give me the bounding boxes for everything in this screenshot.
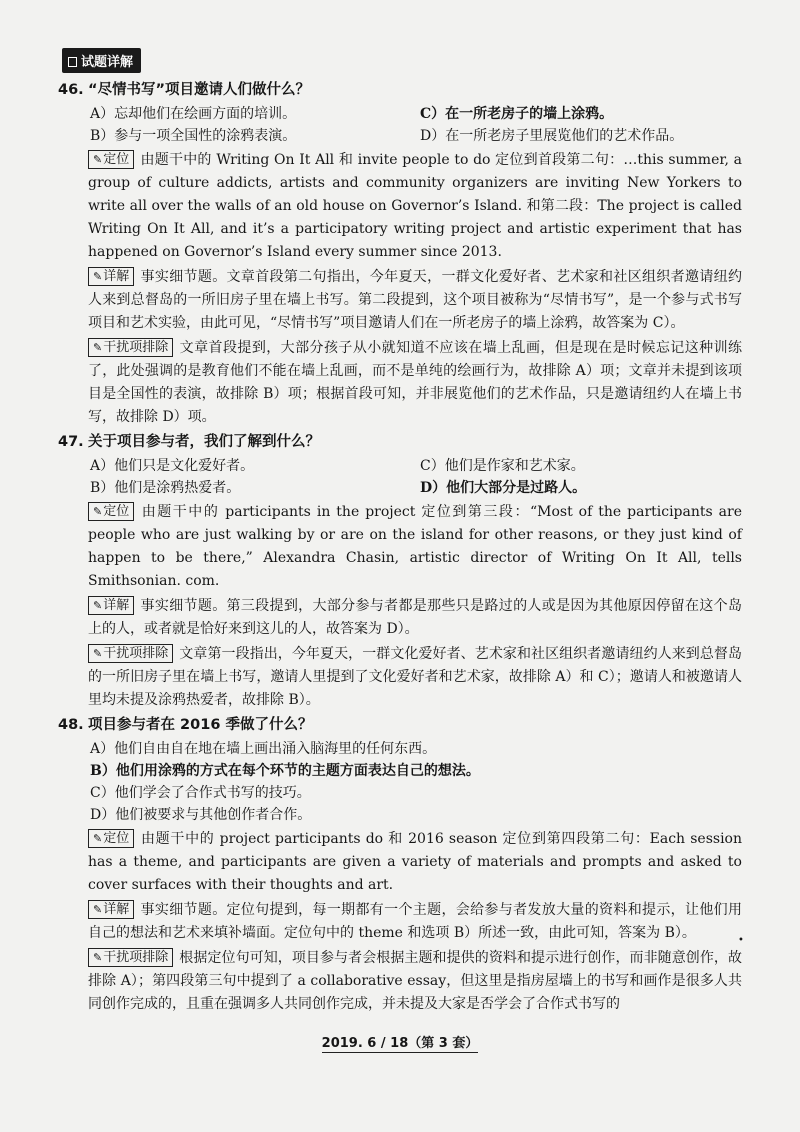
locate-paragraph xyxy=(88,149,742,264)
pencil-icon: ✎ xyxy=(93,153,103,166)
distractor-text: 根据定位句可知，项目参与者会根据主题和提供的资料和提示进行创作，而非随意创作，故排除 A）；第四段第三句中提到了 a collaborative essay，但这里是指房屋墙上的书写和画作是很多人共同创作完成的，且重在强调多人共同创作完成，并未提及大家是否学会了合作式书写的 xyxy=(88,950,742,1012)
option-c: C）他们是作家和艺术家。 xyxy=(420,458,585,474)
question-number: 48. xyxy=(58,717,84,733)
locate-text: 由题干中的 participants in the project 定位到第三段：“Most of the participants are people who are just walking by or are on the island for other reasons, or they just kind of happen to be there,” Alexandra Chasin, artistic director of Writing On It All, tells Smithsonian. com. xyxy=(88,504,742,589)
distractor-tag: ✎干扰项排除 xyxy=(88,644,173,663)
option-b: B）参与一项全国性的涂鸦表演。 xyxy=(90,128,297,144)
option-d: D）他们被要求与其他创作者合作。 xyxy=(90,807,312,823)
page-number: 2019. 6 / 18（第 3 套） xyxy=(321,1036,479,1051)
detail-paragraph xyxy=(88,595,742,641)
locate-text: 由题干中的 project participants do 和 2016 season 定位到第四段第二句：Each session has a theme, and participants are given a variety of materials and prompts and asked to cover surfaces with their thoughts and art. xyxy=(88,831,742,893)
detail-paragraph xyxy=(88,899,742,945)
pencil-icon: ✎ xyxy=(93,341,103,354)
distractor-text: 文章首段提到，大部分孩子从小就知道不应该在墙上乱画，但是现在是时候忘记这种训练了，此处强调的是教育他们不能在墙上乱画，而不是单纯的绘画行为，故排除 A）项；文章并未提到该项目是全国性的表演，故排除 B）项；根据首段可知，并非展览他们的艺术作品，只是邀请纽约人在墙上书写，故排除 D）项。 xyxy=(88,340,742,425)
question-48 xyxy=(58,714,742,1016)
pencil-icon: ✎ xyxy=(93,270,103,283)
detail-text: 事实细节题。第三段提到，大部分参与者都是那些只是路过的人或是因为其他原因停留在这个岛上的人，或者就是恰好来到这儿的人，故答案为 D）。 xyxy=(88,598,742,637)
option-a: A）他们只是文化爱好者。 xyxy=(90,458,255,474)
detail-tag: ✎详解 xyxy=(88,900,134,919)
locate-paragraph xyxy=(88,828,742,897)
question-title xyxy=(58,431,742,453)
distractor-tag: ✎干扰项排除 xyxy=(88,948,173,967)
badge-icon xyxy=(68,57,77,67)
option-a: A）他们自由自在地在墙上画出涌入脑海里的任何东西。 xyxy=(90,741,437,757)
question-text: “尽情书写”项目邀请人们做什么？ xyxy=(88,82,311,98)
detail-text: 事实细节题。文章首段第二句指出，今年夏天，一群文化爱好者、艺术家和社区组织者邀请纽约人来到总督岛的一所旧房子里在墙上书写。第二段提到，这个项目被称为“尽情书写”，是一个参与式书写项目和艺术实验，由此可见，“尽情书写”项目邀请人们在一所老房子的墙上涂鸦，故答案为 C）。 xyxy=(88,269,742,331)
question-47 xyxy=(58,431,742,712)
pencil-icon: ✎ xyxy=(93,505,103,518)
option-b: B）他们用涂鸦的方式在每个环节的主题方面表达自己的想法。 xyxy=(90,763,480,779)
pencil-icon: ✎ xyxy=(93,647,103,660)
detail-tag: ✎详解 xyxy=(88,596,134,615)
option-c: C）他们学会了合作式书写的技巧。 xyxy=(90,785,311,801)
question-title xyxy=(58,714,742,736)
ink-dot: • xyxy=(738,935,744,946)
detail-text: 事实细节题。定位句提到，每一期都有一个主题，会给参与者发放大量的资料和提示，让他们用自己的想法和艺术来填补墙面。定位句中的 theme 和选项 B）所述一致，由此可知，答案为 B）。 xyxy=(88,902,742,941)
distractor-paragraph xyxy=(88,947,742,1016)
pencil-icon: ✎ xyxy=(93,951,103,964)
locate-text: 由题干中的 Writing On It All 和 invite people to do 定位到首段第二句：…this summer, a group of culture addicts, artists and community organizers are inviting New Yorkers to write all over the walls of an old house on Governor’s Island. 和第二段：The project is called Writing On It All, and it’s a participatory writing project and artistic experiment that has happened on Governor’s Island every summer since 2013. xyxy=(88,152,742,260)
distractor-paragraph xyxy=(88,643,742,712)
option-a: A）忘却他们在绘画方面的培训。 xyxy=(90,106,297,122)
distractor-paragraph xyxy=(88,337,742,429)
option-d: D）他们大部分是过路人。 xyxy=(420,480,587,496)
detail-paragraph xyxy=(88,266,742,335)
option-b: B）他们是涂鸦热爱者。 xyxy=(90,480,241,496)
question-text: 项目参与者在 2016 季做了什么？ xyxy=(88,717,313,733)
locate-tag: ✎定位 xyxy=(88,829,134,848)
options xyxy=(90,103,742,147)
pencil-icon: ✎ xyxy=(93,599,103,612)
distractor-tag: ✎干扰项排除 xyxy=(88,338,173,357)
question-title xyxy=(58,79,742,101)
section-badge-label: 试题详解 xyxy=(81,55,134,70)
options xyxy=(90,455,742,499)
detail-tag: ✎详解 xyxy=(88,267,134,286)
locate-tag: ✎定位 xyxy=(88,150,134,169)
section-badge xyxy=(62,48,141,73)
option-c: C）在一所老房子的墙上涂鸦。 xyxy=(420,106,614,122)
question-number: 46. xyxy=(58,82,84,98)
pencil-icon: ✎ xyxy=(93,832,103,845)
option-d: D）在一所老房子里展览他们的艺术作品。 xyxy=(420,128,684,144)
locate-paragraph xyxy=(88,501,742,593)
page-footer xyxy=(0,1032,800,1051)
distractor-text: 文章第一段指出，今年夏天，一群文化爱好者、艺术家和社区组织者邀请纽约人来到总督岛的一所旧房子里在墙上书写，邀请人里提到了文化爱好者和艺术家，故排除 A）和 C）；邀请人和被邀请人里均未提及涂鸦热爱者，故排除 B）。 xyxy=(88,646,742,708)
question-text: 关于项目参与者，我们了解到什么？ xyxy=(88,434,320,450)
question-46 xyxy=(58,79,742,429)
options xyxy=(90,738,742,826)
question-number: 47. xyxy=(58,434,84,450)
pencil-icon: ✎ xyxy=(93,903,103,916)
locate-tag: ✎定位 xyxy=(88,502,134,521)
